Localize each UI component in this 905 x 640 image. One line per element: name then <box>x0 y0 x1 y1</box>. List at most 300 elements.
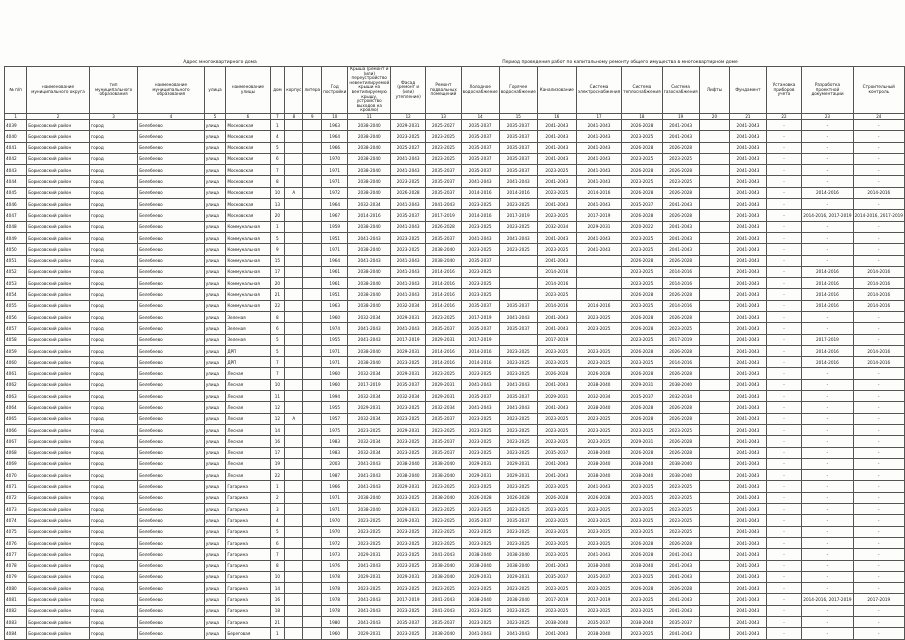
table-cell: 2041-2043 <box>461 402 499 413</box>
table-cell: 2041-2043 <box>730 289 766 300</box>
table-cell: - <box>766 131 802 142</box>
table-cell: Борисовский район <box>27 300 90 311</box>
table-cell <box>303 311 322 322</box>
table-row <box>5 210 905 221</box>
table-cell: - <box>853 436 904 447</box>
table-cell: 2041-2043 <box>537 402 576 413</box>
table-row <box>5 176 905 187</box>
table-cell: 2014-2016 <box>426 357 462 368</box>
table-cell: 2038-2040 <box>426 628 462 639</box>
table-cell <box>699 255 730 266</box>
table-cell: 2041-2043 <box>537 232 576 243</box>
table-cell <box>303 379 322 390</box>
table-cell: 2038-2040 <box>348 142 391 153</box>
table-cell: Борисовский район <box>27 571 90 582</box>
table-cell: Борисовский район <box>27 289 90 300</box>
table-cell: 1972 <box>322 187 348 198</box>
table-cell <box>303 504 322 515</box>
table-cell: - <box>766 300 802 311</box>
table-cell: 4078 <box>5 560 27 571</box>
table-cell: Гагарина <box>226 515 270 526</box>
table-cell: - <box>853 334 904 345</box>
table-cell: город <box>89 594 137 605</box>
table-cell: - <box>766 244 802 255</box>
table-cell: 2032-2034 <box>391 300 426 311</box>
table-cell <box>303 210 322 221</box>
header-row <box>5 67 905 114</box>
table-cell: 2035-2037 <box>426 165 462 176</box>
table-cell: 4075 <box>5 526 27 537</box>
header-lifts: Лифты <box>699 67 730 114</box>
table-cell: улица <box>204 221 226 232</box>
table-cell: 2023-2025 <box>622 232 663 243</box>
table-cell: - <box>766 526 802 537</box>
table-cell: 2035-2037 <box>426 323 462 334</box>
table-cell: 2041-2043 <box>730 560 766 571</box>
table-cell: 8 <box>270 311 285 322</box>
table-cell: Борисовский район <box>27 255 90 266</box>
table-cell: Белебеево <box>138 379 204 390</box>
table-cell: 2023-2025 <box>537 289 576 300</box>
table-cell: улица <box>204 199 226 210</box>
table-cell: 2023-2025 <box>662 153 699 164</box>
table-cell: - <box>802 481 853 492</box>
table-cell: 2003 <box>322 458 348 469</box>
table-cell: город <box>89 560 137 571</box>
table-cell: 2023-2025 <box>499 436 537 447</box>
table-cell: - <box>802 470 853 481</box>
table-cell: 4 <box>270 131 285 142</box>
table-cell: 1994 <box>322 391 348 402</box>
table-cell: - <box>802 628 853 639</box>
table-cell: 2023-2025 <box>622 176 663 187</box>
table-cell: 2023-2025 <box>461 221 499 232</box>
table-cell <box>303 537 322 548</box>
table-cell: 2014-2016 <box>662 266 699 277</box>
table-cell: 2023-2025 <box>662 492 699 503</box>
table-cell: 2017-2019 <box>537 334 576 345</box>
table-cell: 2023-2025 <box>499 424 537 435</box>
table-cell: Борисовский район <box>27 594 90 605</box>
table-cell: 4069 <box>5 458 27 469</box>
table-cell: - <box>766 232 802 243</box>
table-cell: - <box>802 379 853 390</box>
table-cell: 2032-2034 <box>348 436 391 447</box>
header-electric: Система электроснабжения <box>576 67 621 114</box>
table-cell: 2032-2034 <box>348 368 391 379</box>
table-cell: 2023-2025 <box>391 131 426 142</box>
table-cell: 2026-2028 <box>662 447 699 458</box>
table-cell: 2038-2040 <box>499 549 537 560</box>
table-cell <box>303 345 322 356</box>
table-cell: 2026-2028 <box>662 210 699 221</box>
table-cell: город <box>89 199 137 210</box>
table-cell: 2035-2037 <box>499 119 537 130</box>
table-cell: Лесная <box>226 402 270 413</box>
table-cell: Лесная <box>226 391 270 402</box>
table-cell: 2038-2040 <box>622 470 663 481</box>
header-control: Строительный контроль <box>853 67 904 114</box>
header-metering: Установка приборов учета <box>766 67 802 114</box>
table-cell: 1959 <box>322 221 348 232</box>
table-cell: 4060 <box>5 357 27 368</box>
table-cell: 1 <box>270 481 285 492</box>
table-cell: 2014-2016 <box>348 210 391 221</box>
table-cell: - <box>802 221 853 232</box>
table-cell: 2041-2043 <box>730 266 766 277</box>
table-cell <box>699 424 730 435</box>
header-liter: литера <box>303 67 322 114</box>
table-cell: 1963 <box>322 119 348 130</box>
table-cell: - <box>853 504 904 515</box>
table-cell: 2023-2025 <box>537 424 576 435</box>
table-cell: 6 <box>270 537 285 548</box>
table-cell: 2026-2028 <box>662 165 699 176</box>
table-cell: 1971 <box>322 176 348 187</box>
table-cell: 2014-2016 <box>461 210 499 221</box>
table-cell <box>699 526 730 537</box>
table-cell <box>576 255 621 266</box>
table-cell: 4039 <box>5 119 27 130</box>
capital-repair-table <box>4 66 905 640</box>
table-cell <box>699 549 730 560</box>
table-cell: 4062 <box>5 379 27 390</box>
table-row <box>5 594 905 605</box>
header-house: дом <box>270 67 285 114</box>
table-cell: 2041-2043 <box>537 142 576 153</box>
table-cell <box>699 379 730 390</box>
table-cell <box>303 583 322 594</box>
table-cell: 1970 <box>322 526 348 537</box>
table-cell: Борисовский район <box>27 583 90 594</box>
table-cell: 2038-2040 <box>426 244 462 255</box>
table-cell: 2041-2043 <box>730 628 766 639</box>
table-cell: улица <box>204 447 226 458</box>
table-cell <box>285 402 303 413</box>
table-cell: 2023-2025 <box>461 504 499 515</box>
table-cell <box>699 221 730 232</box>
table-cell: 2041-2043 <box>499 628 537 639</box>
table-cell: 2014-2016 <box>853 357 904 368</box>
header-facade: Фасад (ремонт и (или) утепление) <box>391 67 426 114</box>
table-cell: 2041-2043 <box>730 549 766 560</box>
table-cell: 2026-2028 <box>662 537 699 548</box>
table-cell: Московская <box>226 165 270 176</box>
table-cell: - <box>802 424 853 435</box>
table-cell: 2038-2040 <box>576 470 621 481</box>
table-cell: 2041-2043 <box>662 199 699 210</box>
table-cell: улица <box>204 119 226 130</box>
table-cell: 2041-2043 <box>662 549 699 560</box>
table-cell <box>285 526 303 537</box>
table-cell: - <box>766 628 802 639</box>
table-cell: 2023-2025 <box>576 583 621 594</box>
table-cell: 2026-2028 <box>662 413 699 424</box>
table-cell: 2041-2043 <box>537 153 576 164</box>
table-cell: 2023-2025 <box>622 492 663 503</box>
table-cell: улица <box>204 142 226 153</box>
table-cell: 2038-2040 <box>499 594 537 605</box>
table-cell: Коммунальная <box>226 232 270 243</box>
table-cell: 2023-2025 <box>426 526 462 537</box>
table-cell <box>576 278 621 289</box>
column-number: 20 <box>699 113 730 119</box>
table-cell: Московская <box>226 176 270 187</box>
table-cell <box>285 504 303 515</box>
table-cell: 2014-2016 <box>802 187 853 198</box>
table-cell: Борисовский район <box>27 481 90 492</box>
table-cell: 1973 <box>322 549 348 560</box>
table-cell: - <box>853 549 904 560</box>
table-cell: 2041-2043 <box>730 345 766 356</box>
table-cell <box>285 323 303 334</box>
table-cell: 2023-2025 <box>391 413 426 424</box>
table-cell: 2041-2043 <box>391 323 426 334</box>
table-cell: 2023-2025 <box>537 436 576 447</box>
table-cell: 2041-2043 <box>576 153 621 164</box>
table-cell: 1971 <box>322 357 348 368</box>
table-cell: Белебеево <box>138 526 204 537</box>
table-cell: - <box>802 368 853 379</box>
table-cell: 2029-2031 <box>391 119 426 130</box>
table-cell <box>303 436 322 447</box>
table-cell: Борисовский район <box>27 334 90 345</box>
table-cell: 2026-2028 <box>461 492 499 503</box>
table-cell: 5 <box>270 526 285 537</box>
table-cell: 1964 <box>322 131 348 142</box>
column-number: 24 <box>853 113 904 119</box>
table-cell: 2038-2040 <box>348 165 391 176</box>
table-cell: 2035-2037 <box>426 413 462 424</box>
table-cell: - <box>766 583 802 594</box>
table-cell: 19 <box>270 458 285 469</box>
table-cell: 2041-2043 <box>499 176 537 187</box>
table-cell: город <box>89 334 137 345</box>
table-cell: 4046 <box>5 199 27 210</box>
table-cell <box>303 402 322 413</box>
table-cell: 2023-2025 <box>499 244 537 255</box>
table-cell: Борисовский район <box>27 402 90 413</box>
table-cell: 2023-2025 <box>426 131 462 142</box>
table-cell: 2038-2040 <box>576 379 621 390</box>
table-cell: 1983 <box>322 436 348 447</box>
header-sewer: Канализование <box>537 67 576 114</box>
table-cell: 2041-2043 <box>730 278 766 289</box>
table-cell: 2041-2043 <box>348 481 391 492</box>
table-cell: - <box>766 549 802 560</box>
table-cell: 6 <box>270 323 285 334</box>
header-gas: Система газоснабжения <box>662 67 699 114</box>
table-cell: 2041-2043 <box>426 549 462 560</box>
table-cell: - <box>853 199 904 210</box>
table-cell: - <box>802 447 853 458</box>
table-cell <box>285 515 303 526</box>
table-cell: 2029-2031 <box>391 311 426 322</box>
table-cell: 2026-2028 <box>622 537 663 548</box>
table-cell: город <box>89 391 137 402</box>
table-cell <box>576 334 621 345</box>
header-mo-type: тип муниципального образования <box>89 67 137 114</box>
column-number: 10 <box>322 113 348 119</box>
table-cell: город <box>89 311 137 322</box>
table-cell: 2041-2043 <box>730 368 766 379</box>
table-cell: 2041-2043 <box>730 119 766 130</box>
table-cell: - <box>853 413 904 424</box>
table-cell: 2026-2028 <box>537 492 576 503</box>
table-cell: 2038-2040 <box>348 131 391 142</box>
table-cell: - <box>802 515 853 526</box>
table-cell: 1975 <box>322 424 348 435</box>
table-cell: 2035-2037 <box>461 391 499 402</box>
table-cell: 16 <box>270 594 285 605</box>
table-cell: 2041-2043 <box>426 594 462 605</box>
table-cell: 2017-2019 <box>662 334 699 345</box>
table-cell: 2023-2025 <box>461 413 499 424</box>
table-cell: 2041-2043 <box>730 232 766 243</box>
table-cell: Белебеево <box>138 300 204 311</box>
table-cell: 4053 <box>5 278 27 289</box>
table-cell: 2035-2037 <box>461 515 499 526</box>
table-cell: 1970 <box>322 515 348 526</box>
table-cell: 10 <box>270 571 285 582</box>
table-cell: - <box>766 255 802 266</box>
table-cell: город <box>89 210 137 221</box>
table-cell: 2023-2025 <box>537 549 576 560</box>
table-cell: 2025-2027 <box>426 119 462 130</box>
table-cell: город <box>89 255 137 266</box>
table-cell <box>699 470 730 481</box>
table-cell <box>285 481 303 492</box>
table-cell <box>303 278 322 289</box>
table-cell: Московская <box>226 210 270 221</box>
table-cell <box>303 424 322 435</box>
table-cell: 1972 <box>322 537 348 548</box>
table-cell: 2014-2016 <box>499 187 537 198</box>
table-cell: 2023-2025 <box>576 515 621 526</box>
table-cell: 2041-2043 <box>537 311 576 322</box>
table-cell: 2017-2019 <box>576 210 621 221</box>
table-cell <box>285 571 303 582</box>
table-row <box>5 119 905 130</box>
table-cell: 2032-2034 <box>348 311 391 322</box>
table-cell: Борисовский район <box>27 537 90 548</box>
table-cell: 20 <box>270 278 285 289</box>
table-cell: 2041-2043 <box>730 458 766 469</box>
table-cell: 2023-2025 <box>461 447 499 458</box>
table-cell <box>699 244 730 255</box>
table-cell: - <box>766 413 802 424</box>
table-cell: 2038-2040 <box>348 244 391 255</box>
table-cell: Борисовский район <box>27 413 90 424</box>
table-row <box>5 458 905 469</box>
table-cell: - <box>802 244 853 255</box>
table-cell: 2026-2028 <box>576 368 621 379</box>
table-cell: 4084 <box>5 628 27 639</box>
table-cell: город <box>89 605 137 616</box>
table-cell: 2023-2025 <box>576 323 621 334</box>
table-cell <box>303 187 322 198</box>
table-cell: 2023-2025 <box>461 605 499 616</box>
table-cell: Борисовский район <box>27 278 90 289</box>
table-cell: - <box>853 571 904 582</box>
table-cell: 2023-2025 <box>662 481 699 492</box>
table-cell: - <box>766 436 802 447</box>
table-cell: - <box>853 221 904 232</box>
table-cell: 2023-2025 <box>499 617 537 628</box>
column-number: 9 <box>303 113 322 119</box>
table-cell: 2041-2043 <box>730 221 766 232</box>
table-cell: 2014-2016 <box>537 300 576 311</box>
table-cell: улица <box>204 424 226 435</box>
table-cell: 1978 <box>322 571 348 582</box>
table-cell: 2038-2040 <box>426 470 462 481</box>
table-cell: 2023-2025 <box>461 481 499 492</box>
table-cell: 2041-2043 <box>391 278 426 289</box>
table-cell: город <box>89 436 137 447</box>
table-cell <box>285 594 303 605</box>
table-cell: - <box>853 379 904 390</box>
table-cell: 2032-2034 <box>348 391 391 402</box>
table-cell: 2026-2028 <box>622 345 663 356</box>
table-cell: - <box>766 447 802 458</box>
table-cell: 2041-2043 <box>461 379 499 390</box>
table-cell: - <box>802 492 853 503</box>
table-cell: Борисовский район <box>27 345 90 356</box>
table-row <box>5 131 905 142</box>
table-cell: 3 <box>270 504 285 515</box>
header-num: № п/п <box>5 67 27 114</box>
table-cell: 2035-2037 <box>391 617 426 628</box>
table-cell: 2041-2043 <box>576 244 621 255</box>
table-cell: 8 <box>270 176 285 187</box>
table-cell: Белебеево <box>138 447 204 458</box>
table-cell: улица <box>204 537 226 548</box>
table-cell: 2032-2034 <box>426 402 462 413</box>
table-cell: 2023-2025 <box>461 368 499 379</box>
table-cell: - <box>853 153 904 164</box>
table-cell: - <box>853 470 904 481</box>
table-cell: 2014-2016 <box>576 300 621 311</box>
table-cell: 2014-2016 <box>662 300 699 311</box>
table-cell: 2026-2028 <box>622 402 663 413</box>
column-number: 7 <box>270 113 285 119</box>
table-row <box>5 492 905 503</box>
table-cell: Белебеево <box>138 481 204 492</box>
table-cell: 2023-2025 <box>391 447 426 458</box>
table-cell: 2035-2037 <box>461 255 499 266</box>
table-row <box>5 311 905 322</box>
table-cell <box>303 266 322 277</box>
table-cell: 10 <box>270 379 285 390</box>
table-cell <box>285 379 303 390</box>
table-cell: город <box>89 447 137 458</box>
table-cell: 2023-2025 <box>622 605 663 616</box>
table-cell: Борисовский район <box>27 221 90 232</box>
table-cell: 21 <box>270 289 285 300</box>
table-cell: улица <box>204 357 226 368</box>
table-cell: А <box>285 413 303 424</box>
table-cell <box>499 289 537 300</box>
table-cell <box>303 289 322 300</box>
table-cell: 2026-2028 <box>662 436 699 447</box>
header-roof: Крыша (ремонт и (или) переустройство невентилируемой крыши на вентилируемую крышу, устройство выходов на кровлю) <box>349 66 390 113</box>
table-cell <box>285 232 303 243</box>
table-cell: - <box>802 605 853 616</box>
table-cell: А <box>285 187 303 198</box>
table-cell: 18 <box>270 605 285 616</box>
table-cell: 2023-2025 <box>499 583 537 594</box>
table-cell: 2023-2025 <box>576 311 621 322</box>
